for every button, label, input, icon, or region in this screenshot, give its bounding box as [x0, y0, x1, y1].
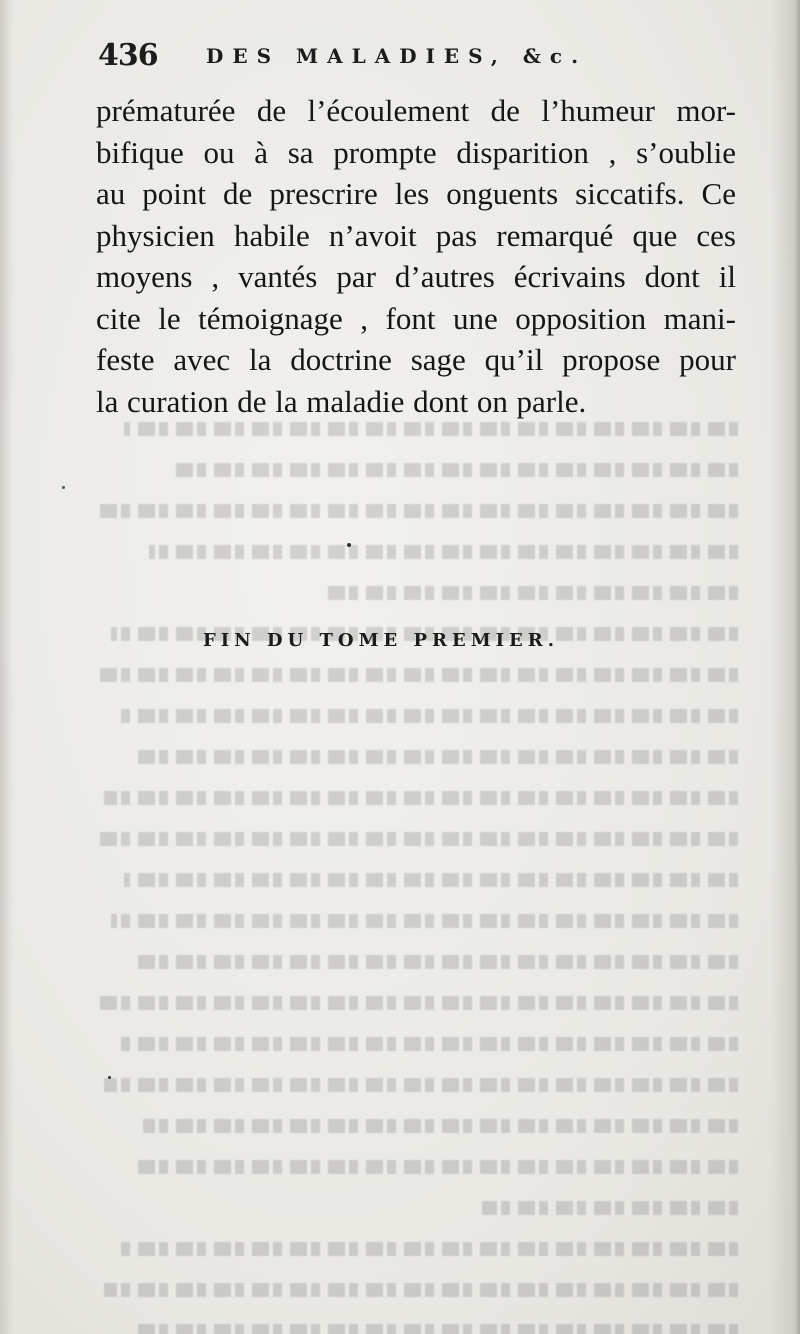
word: moyens: [96, 259, 193, 294]
show-through-line: [98, 982, 738, 1023]
word: cite: [96, 300, 141, 336]
word: avec: [173, 342, 231, 377]
word: point: [142, 176, 207, 211]
ink-speck: [347, 543, 351, 547]
show-through-line: [98, 1228, 738, 1269]
show-through-bar: [98, 504, 738, 518]
word: sa: [287, 134, 314, 170]
word: par: [336, 259, 376, 294]
ink-speck: [108, 1076, 111, 1079]
word: curation: [127, 383, 229, 419]
word: parle.: [516, 383, 587, 419]
word: les: [394, 176, 430, 211]
word: ,: [211, 259, 220, 294]
word: dont: [413, 383, 469, 419]
word: la: [275, 383, 298, 419]
word: mor-: [676, 93, 736, 128]
show-through-line: [98, 818, 738, 859]
text-line: [96, 173, 736, 215]
word: l’humeur: [541, 93, 655, 128]
word: feste: [96, 342, 155, 377]
show-through-bar: [328, 586, 738, 600]
word: qu’il: [484, 342, 544, 377]
word: la: [249, 342, 272, 377]
show-through-bar: [117, 709, 738, 723]
show-through-line: [98, 736, 738, 777]
text-line: [96, 298, 736, 340]
text-line: [96, 90, 736, 132]
word: s’oublie: [636, 134, 736, 170]
word: témoignage: [198, 300, 343, 336]
word: siccatifs.: [575, 176, 685, 211]
word: n’avoit: [328, 217, 417, 253]
show-through-bar: [98, 668, 738, 682]
word: de: [237, 383, 267, 419]
word: le: [158, 300, 181, 336]
page-left-shadow: [0, 0, 14, 1334]
show-through-bar: [117, 1037, 738, 1051]
text-line: [96, 132, 736, 174]
text-line: [96, 256, 736, 298]
show-through-bar: [98, 996, 738, 1010]
show-through-texture: [98, 408, 738, 1334]
show-through-bar: [104, 1078, 738, 1092]
word: mani-: [663, 300, 736, 336]
word: l’écoulement: [307, 93, 470, 128]
show-through-line: [98, 654, 738, 695]
word: prématurée: [96, 93, 236, 128]
page-header: [98, 38, 718, 82]
show-through-line: [98, 777, 738, 818]
show-through-bar: [98, 832, 738, 846]
word: pour: [679, 342, 736, 377]
show-through-bar: [149, 545, 738, 559]
text-line: [96, 339, 736, 381]
word: disparition: [456, 134, 589, 170]
show-through-bar: [175, 463, 738, 477]
word: doctrine: [290, 342, 392, 377]
show-through-bar: [124, 873, 738, 887]
word: Ce: [701, 176, 736, 211]
page-number: 436: [98, 38, 158, 73]
show-through-line: [98, 531, 738, 572]
word: maladie: [306, 383, 405, 419]
word: vantés: [238, 259, 318, 294]
show-through-line: [98, 941, 738, 982]
word: de: [490, 93, 520, 128]
word: propose: [562, 342, 661, 377]
word: ,: [608, 134, 617, 170]
show-through-bar: [130, 750, 738, 764]
show-through-line: [98, 1064, 738, 1105]
show-through-line: [98, 900, 738, 941]
word: de: [223, 176, 253, 211]
end-of-volume-note: FIN DU TOME PREMIER.: [203, 630, 559, 651]
word: au: [96, 176, 126, 211]
word: il: [718, 259, 736, 294]
page-gutter-shadow: [770, 0, 800, 1334]
word: la: [96, 383, 119, 419]
show-through-line: [98, 572, 738, 613]
word: ces: [696, 217, 736, 253]
show-through-line: [98, 1310, 738, 1334]
word: habile: [233, 217, 310, 253]
word: font: [385, 300, 436, 336]
word: on: [476, 383, 508, 419]
show-through-line: [98, 1187, 738, 1228]
word: physicien: [96, 217, 215, 253]
show-through-bar: [117, 1242, 738, 1256]
word: ou: [203, 134, 235, 170]
show-through-line: [98, 1023, 738, 1064]
show-through-bar: [104, 791, 738, 805]
word: bifique: [96, 134, 184, 170]
show-through-bar: [136, 1324, 738, 1334]
word: pas: [435, 217, 478, 253]
show-through-bar: [104, 1283, 738, 1297]
body-paragraph: [96, 90, 736, 422]
word: ,: [360, 300, 368, 336]
show-through-line: [98, 449, 738, 490]
show-through-bar: [136, 955, 738, 969]
show-through-line: [98, 490, 738, 531]
word: prescrire: [269, 176, 378, 211]
show-through-line: [98, 1105, 738, 1146]
text-line: [96, 215, 736, 257]
show-through-bar: [130, 1160, 738, 1174]
word: dont: [644, 259, 700, 294]
text-line: [96, 381, 736, 423]
word: sage: [410, 342, 466, 377]
show-through-bar: [482, 1201, 738, 1215]
word: à: [254, 134, 269, 170]
word: écrivains: [513, 259, 626, 294]
word: opposition: [515, 300, 647, 336]
word: une: [452, 300, 498, 336]
show-through-line: [98, 1269, 738, 1310]
word: prompte: [333, 134, 437, 170]
show-through-bar: [111, 914, 738, 928]
show-through-bar: [124, 422, 738, 436]
show-through-line: [98, 1146, 738, 1187]
ink-speck: [62, 486, 65, 489]
show-through-bar: [143, 1119, 738, 1133]
word: remarqué: [496, 217, 614, 253]
show-through-line: [98, 859, 738, 900]
word: onguents: [446, 176, 559, 211]
show-through-line: [98, 695, 738, 736]
word: que: [632, 217, 678, 253]
word: de: [256, 93, 287, 128]
word: d’autres: [394, 259, 495, 294]
running-head: DES MALADIES, &c.: [206, 44, 588, 68]
